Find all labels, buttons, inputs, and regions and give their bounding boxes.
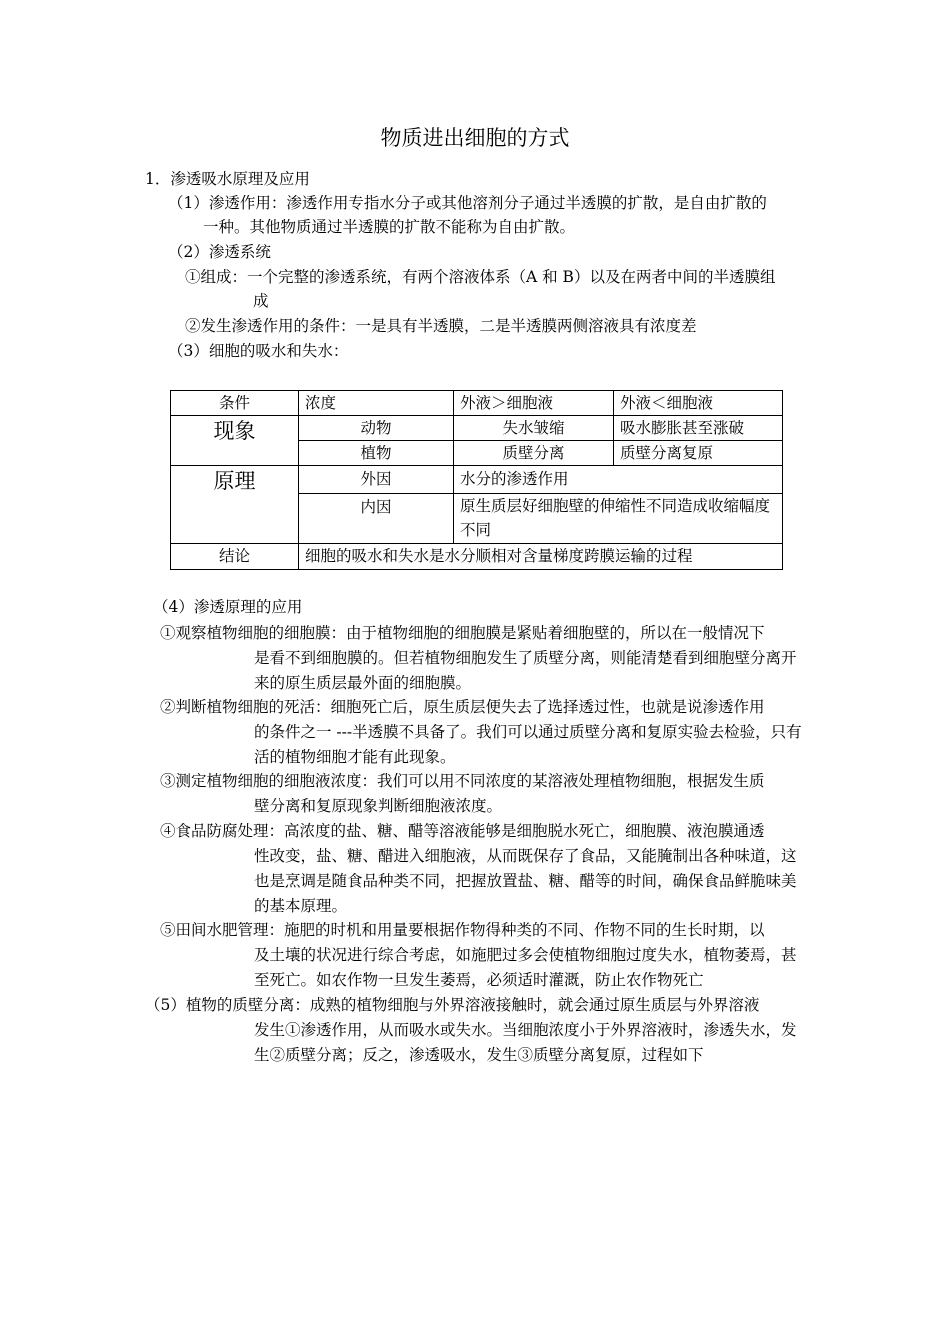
internal-cause-value: 原生质层好细胞壁的伸缩性不同造成收缩幅度不同: [454, 493, 783, 543]
external-cause-value: 水分的渗透作用: [454, 466, 783, 493]
osmosis-system-composition-line2: 成: [253, 292, 269, 310]
section-5-plasmolysis: [145, 993, 808, 1068]
application-item-2-first-line: ②判断植物细胞的死活：细胞死亡后，原生质层便失去了选择透过性，也就是说渗透作用: [160, 698, 765, 716]
cell-water-table: [170, 390, 783, 570]
header-concentration: 浓度: [299, 391, 454, 416]
conclusion-label: 结论: [171, 543, 299, 569]
osmosis-system-composition-line1: ①组成：一个完整的渗透系统，有两个溶液体系（A 和 B）以及在两者中间的半透膜组: [185, 268, 776, 286]
external-cause-label: 外因: [299, 466, 454, 493]
plant-outer-less: 质壁分离复原: [614, 441, 783, 466]
osmosis-definition-line2: 一种。其他物质通过半透膜的扩散不能称为自由扩散。: [203, 218, 576, 236]
application-item-3-rest: 壁分离和复原现象判断细胞液浓度。: [254, 797, 503, 815]
osmosis-system-heading: （2）渗透系统: [168, 243, 271, 261]
plant-outer-greater: 质壁分离: [454, 441, 614, 466]
application-item-2-rest: 的条件之一 ---半透膜不具备了。我们可以通过质壁分离和复原实验去检验，只有活的植物细胞才能有此现象。: [254, 723, 802, 766]
application-item-4: [160, 819, 808, 919]
plant-label: 植物: [299, 441, 454, 466]
application-item-3: [160, 769, 808, 819]
cell-water-heading: （3）细胞的吸水和失水：: [168, 342, 349, 360]
internal-cause-label: 内因: [299, 493, 454, 543]
application-item-2: [160, 695, 808, 770]
section-1-heading: 1．渗透吸水原理及应用: [145, 170, 310, 188]
application-item-1: [160, 621, 808, 696]
header-condition: 条件: [171, 391, 299, 416]
section-5-first-line: （5）植物的质壁分离：成熟的植物细胞与外界溶液接触时，就会通过原生质层与外界溶液: [145, 996, 760, 1014]
application-item-5: [160, 918, 808, 993]
application-item-1-first-line: ①观察植物细胞的细胞膜：由于植物细胞的细胞膜是紧贴着细胞壁的，所以在一般情况下: [160, 624, 765, 642]
phenomenon-label: 现象: [171, 416, 299, 466]
conclusion-value: 细胞的吸水和失水是水分顺相对含量梯度跨膜运输的过程: [299, 543, 783, 569]
application-item-1-rest: 是看不到细胞膜的。但若植物细胞发生了质壁分离，则能清楚看到细胞壁分离开来的原生质层最外面的细胞膜。: [254, 649, 797, 692]
application-item-4-first-line: ④食品防腐处理：高浓度的盐、糖、醋等溶液能够是细胞脱水死亡，细胞膜、液泡膜通透: [160, 822, 765, 840]
section-4-heading: （4）渗透原理的应用: [153, 598, 303, 616]
osmosis-condition: ②发生渗透作用的条件：一是具有半透膜，二是半透膜两侧溶液具有浓度差: [185, 317, 697, 335]
animal-outer-greater: 失水皱缩: [454, 416, 614, 441]
section-5-rest: 发生①渗透作用，从而吸水或失水。当细胞浓度小于外界溶液时，渗透失水，发生②质壁分离；反之，渗透吸水，发生③质壁分离复原，过程如下: [254, 1021, 797, 1064]
animal-outer-less: 吸水膨胀甚至涨破: [614, 416, 783, 441]
animal-label: 动物: [299, 416, 454, 441]
page-title: 物质进出细胞的方式: [380, 126, 570, 150]
header-outer-greater: 外液＞细胞液: [454, 391, 614, 416]
application-item-5-first-line: ⑤田间水肥管理：施肥的时机和用量要根据作物得种类的不同、作物不同的生长时期，以: [160, 921, 765, 939]
principle-label: 原理: [171, 466, 299, 543]
osmosis-definition-line1: （1）渗透作用：渗透作用专指水分子或其他溶剂分子通过半透膜的扩散，是自由扩散的: [168, 194, 767, 212]
header-outer-less: 外液＜细胞液: [614, 391, 783, 416]
application-item-4-rest: 性改变，盐、糖、醋进入细胞液，从而既保存了食品，又能腌制出各种味道，这也是烹调是随食品种类不同，把握放置盐、糖、醋等的时间，确保食品鲜脆味美的基本原理。: [254, 847, 797, 915]
application-item-5-rest: 及土壤的状况进行综合考虑，如施肥过多会使植物细胞过度失水，植物萎焉，甚至死亡。如农作物一旦发生萎焉，必须适时灌溉，防止农作物死亡: [254, 946, 797, 989]
application-item-3-first-line: ③测定植物细胞的细胞液浓度：我们可以用不同浓度的某溶液处理植物细胞，根据发生质: [160, 772, 765, 790]
